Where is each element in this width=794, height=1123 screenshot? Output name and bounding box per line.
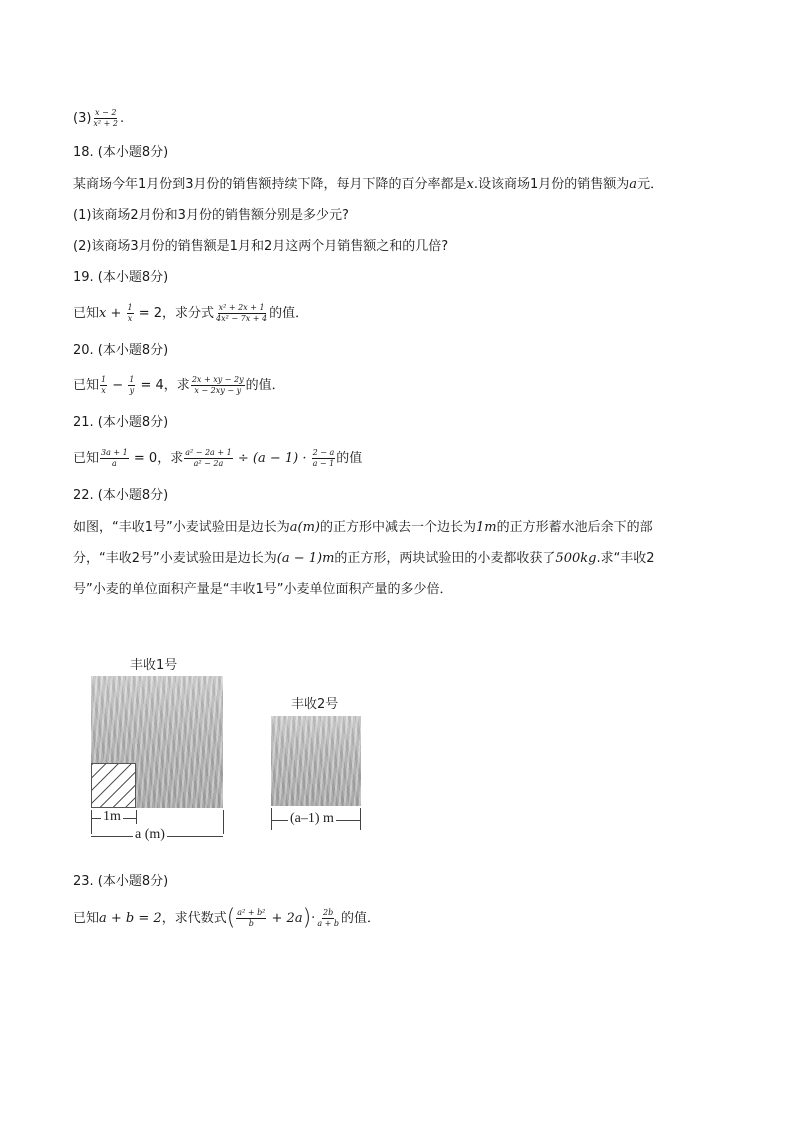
fraction: $\frac{x - 2}{\text{x² + 2}}$ [93, 108, 119, 128]
dim-tick [223, 810, 224, 834]
dim-1m-label: 1m [103, 809, 121, 824]
fraction: $\frac{\text{x² + 2x + 1}}{\text{4x² − 7x + 4}}$ [216, 303, 268, 323]
q21-stem: 已知 $\frac{3a + 1}{a}$ = 0，求 $\frac{\text{a² − 2a + 1}}{\text{a² − 2a}}$ ÷ (a − 1) · $\frac{2 - a}{a - 1}$ 的值 [73, 448, 363, 468]
water-pond-hatched [91, 763, 136, 808]
q21-header: 21. (本小题8分) [73, 415, 169, 430]
dim-a-label: a (m) [135, 827, 165, 842]
fraction: $\frac{\text{a² − 2a + 1}}{\text{a² − 2a}}$ [185, 448, 232, 468]
q20-stem: 已知 $\frac{1}{x}$ − $\frac{1}{y}$ = 4，求 $\frac{2x + xy - 2y}{x - 2xy - y}$ 的值． [73, 375, 285, 395]
fraction: $\frac{1}{x}$ [101, 375, 107, 395]
fraction: $\frac{2 - a}{a - 1}$ [312, 448, 335, 468]
q22-header: 22. (本小题8分) [73, 488, 169, 503]
fraction: $\frac{\text{a² + b²}}{b}$ [237, 908, 266, 928]
fraction: $\frac{1}{x}$ [127, 303, 133, 323]
q17-part3: (3) $\frac{x - 2}{\text{x² + 2}}$ . [73, 108, 125, 128]
dim-tick [136, 810, 137, 824]
fraction: $\frac{2x + xy - 2y}{x - 2xy - y}$ [191, 375, 244, 395]
q18-part2: (2)该商场3月份的销售额是1月和2月这两个月销售额之和的几倍? [73, 239, 449, 254]
field1-label: 丰收1号 [130, 658, 178, 673]
dim-tick [271, 808, 272, 830]
q18-header: 18. (本小题8分) [73, 145, 169, 160]
q23-header: 23. (本小题8分) [73, 874, 169, 889]
q23-stem: 已知a + b = 2，求代数式( $\frac{\text{a² + b²}}{b}$ + 2a)· $\frac{2b}{a + b}$ 的值． [73, 905, 381, 931]
fraction: $\frac{3a + 1}{a}$ [101, 448, 128, 468]
left-paren: ( [226, 905, 236, 931]
right-paren: ) [302, 905, 312, 931]
fraction: $\frac{2b}{a + b}$ [317, 908, 339, 928]
q18-part1: (1)该商场2月份和3月份的销售额分别是多少元? [73, 208, 349, 223]
q22-line1: 如图，“丰收1号”小麦试验田是边长为a(m)的正方形中减去一个边长为1m的正方形蓄水池后余下的部 [73, 520, 653, 535]
q20-header: 20. (本小题8分) [73, 343, 169, 358]
q22-line3: 号”小麦的单位面积产量是“丰收1号”小麦单位面积产量的多少倍． [73, 582, 453, 597]
field2-wheat-image [271, 716, 361, 806]
q22-line2: 分，“丰收2号”小麦试验田是边长为(a − 1)m的正方形，两块试验田的小麦都收获了500kg.求“丰收2 [73, 551, 655, 566]
q19-header: 19. (本小题8分) [73, 270, 169, 285]
q19-stem: 已知x + $\frac{1}{x}$ = 2，求分式 $\frac{\text{x² + 2x + 1}}{\text{4x² − 7x + 4}}$ 的值． [73, 303, 309, 323]
dim-a1-label: (a–1) m [290, 811, 334, 826]
q18-stem: 某商场今年1月份到3月份的销售额持续下降，每月下降的百分率都是x.设该商场1月份的销售额为a元． [73, 177, 664, 192]
field2-label: 丰收2号 [291, 697, 339, 712]
dim-tick [91, 810, 92, 834]
dim-tick [360, 808, 361, 830]
fraction: $\frac{1}{y}$ [129, 375, 135, 395]
